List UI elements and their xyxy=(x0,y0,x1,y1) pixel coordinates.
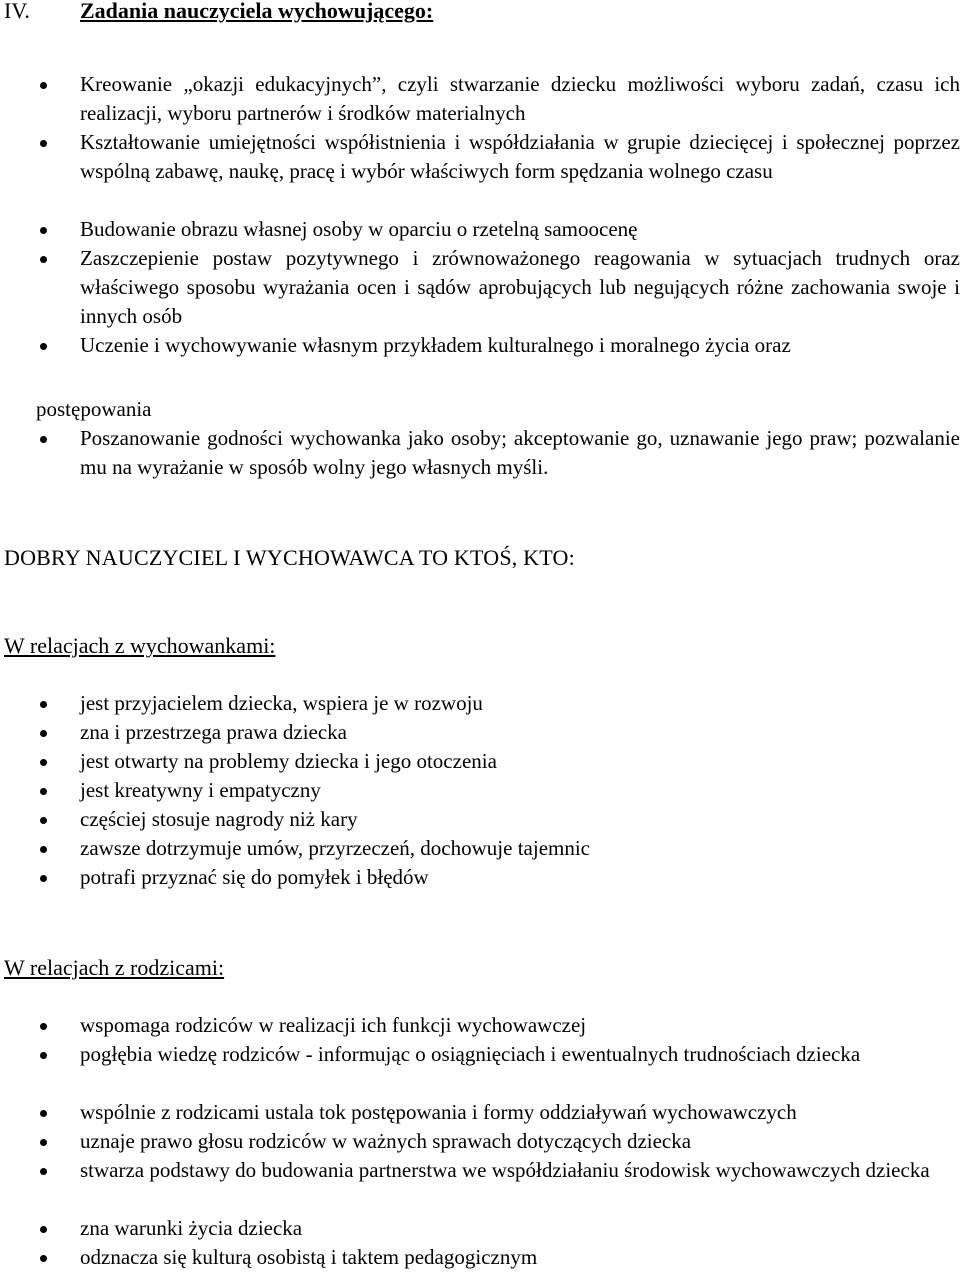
list-item-text: zna warunki życia dziecka xyxy=(80,1216,303,1240)
list-item-text: stwarza podstawy do budowania partnerstwa we współdziałaniu środowisk wychowawczych dziecka xyxy=(80,1158,930,1182)
list-item-text: potrafi przyznać się do pomyłek i błędów xyxy=(80,865,429,889)
bullet-icon xyxy=(40,1139,47,1146)
list-item-text: odznacza się kulturą osobistą i taktem pedagogicznym xyxy=(80,1245,538,1269)
bullet-icon xyxy=(40,817,47,824)
list-item-text: zawsze dotrzymuje umów, przyrzeczeń, dochowuje tajemnic xyxy=(80,836,590,860)
list-item xyxy=(40,424,960,482)
list-item-text: Poszanowanie godności wychowanka jako osoby; akceptowanie go, uznawanie jego praw; pozwalanie mu na wyrażanie w sposób wolny jego własnych myśli. xyxy=(80,426,960,479)
good-teacher-heading: DOBRY NAUCZYCIEL I WYCHOWAWCA TO KTOŚ, KTO: xyxy=(4,545,575,570)
list-item-text: Budowanie obrazu własnej osoby w oparciu o rzetelną samoocenę xyxy=(80,217,638,241)
bullet-icon xyxy=(40,701,47,708)
list-item xyxy=(40,1214,960,1243)
list-item xyxy=(40,747,960,776)
list-item-text: wspólnie z rodzicami ustala tok postępowania i formy oddziaływań wychowawczych xyxy=(80,1100,797,1124)
bullet-icon xyxy=(40,759,47,766)
list-item-text: częściej stosuje nagrody niż kary xyxy=(80,807,358,831)
bullet-icon xyxy=(40,343,47,350)
bullet-icon xyxy=(40,1226,47,1233)
list-item-text: jest przyjacielem dziecka, wspiera je w rozwoju xyxy=(80,691,483,715)
bullet-icon xyxy=(40,1255,47,1262)
continuation-text: postępowania xyxy=(36,397,152,421)
list-item xyxy=(40,70,960,128)
list-item xyxy=(40,1156,960,1214)
parents-list xyxy=(40,1011,960,1272)
parents-heading: W relacjach z rodzicami: xyxy=(4,955,225,980)
list-item xyxy=(40,1127,960,1156)
list-item xyxy=(40,1098,960,1127)
list-item xyxy=(40,215,960,244)
teacher-tasks-list xyxy=(40,70,960,360)
list-item xyxy=(40,689,960,718)
bullet-icon xyxy=(40,730,47,737)
list-item-text: Zaszczepienie postaw pozytywnego i zrównoważonego reagowania w sytuacjach trudnych oraz właściwego sposobu wyrażania ocen i sądów aprobujących lub negujących różne zachowania swoje i innych osób xyxy=(80,246,960,328)
list-item xyxy=(40,1243,960,1272)
section-title: Zadania nauczyciela wychowującego: xyxy=(80,0,434,23)
bullet-icon xyxy=(40,1168,47,1175)
bullet-icon xyxy=(40,256,47,263)
list-item xyxy=(40,776,960,805)
list-item xyxy=(40,244,960,331)
bullet-icon xyxy=(40,82,47,89)
bullet-icon xyxy=(40,846,47,853)
list-item xyxy=(40,718,960,747)
list-item-text: Uczenie i wychowywanie własnym przykładem kulturalnego i moralnego życia oraz xyxy=(80,333,791,357)
list-item xyxy=(40,331,960,360)
list-item xyxy=(40,834,960,863)
list-item xyxy=(40,805,960,834)
list-item xyxy=(40,1040,960,1098)
bullet-icon xyxy=(40,788,47,795)
list-item xyxy=(40,1011,960,1040)
list-item xyxy=(40,863,960,892)
bullet-icon xyxy=(40,1023,47,1030)
pupils-list xyxy=(40,689,960,892)
list-item-text: Kształtowanie umiejętności współistnienia i współdziałania w grupie dziecięcej i społecznej poprzez wspólną zabawę, naukę, pracę i wybór właściwych form spędzania wolnego czasu xyxy=(80,130,960,183)
section-number: IV. xyxy=(4,0,30,23)
list-item-text: Kreowanie „okazji edukacyjnych”, czyli stwarzanie dziecku możliwości wyboru zadań, czasu ich realizacji, wyboru partnerów i środków materialnych xyxy=(80,72,960,125)
bullet-icon xyxy=(40,875,47,882)
list-item-text: jest otwarty na problemy dziecka i jego otoczenia xyxy=(80,749,497,773)
list-item-text: pogłębia wiedzę rodziców - informując o osiągnięciach i ewentualnych trudnościach dziecka xyxy=(80,1042,861,1066)
list-item-text: zna i przestrzega prawa dziecka xyxy=(80,720,347,744)
list-item-text: jest kreatywny i empatyczny xyxy=(80,778,321,802)
list-item-text: uznaje prawo głosu rodziców w ważnych sprawach dotyczących dziecka xyxy=(80,1129,692,1153)
bullet-icon xyxy=(40,227,47,234)
bullet-icon xyxy=(40,1110,47,1117)
bullet-icon xyxy=(40,1052,47,1059)
list-item xyxy=(40,128,960,215)
pupils-heading: W relacjach z wychowankami: xyxy=(4,633,276,658)
teacher-tasks-list-continued xyxy=(40,424,960,482)
list-item-text: wspomaga rodziców w realizacji ich funkcji wychowawczej xyxy=(80,1013,587,1037)
bullet-icon xyxy=(40,436,47,443)
bullet-icon xyxy=(40,140,47,147)
